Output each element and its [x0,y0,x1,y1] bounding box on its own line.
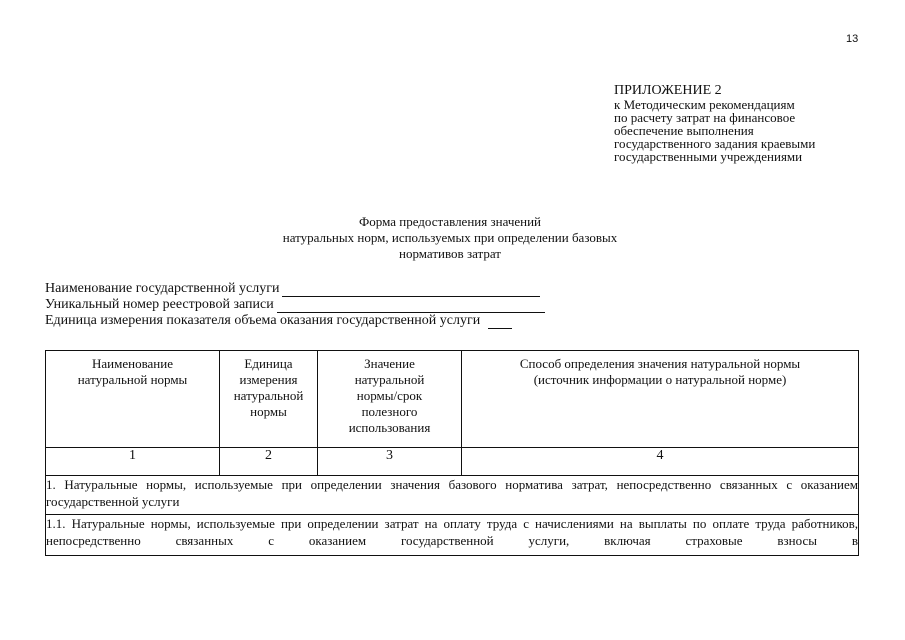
appendix-block [614,83,815,163]
field-unit-of-measure [45,313,545,329]
header-cell [462,351,859,448]
column-number: 1 [46,448,220,476]
header-line: Единица [244,356,293,371]
appendix-line: государственного задания краевыми [614,136,816,151]
field-service-name [45,281,545,297]
header-line: полезного [361,404,418,419]
blank-line [488,315,512,329]
section-row [46,476,859,515]
header-line: (источник информации о натуральной норме) [533,372,787,387]
form-title-line: Форма предоставления значений [359,214,541,229]
header-line: натуральной [233,388,304,403]
header-line: нормы [250,404,287,419]
field-registry-number [45,297,545,313]
header-line: натуральной [354,372,425,387]
section-row [46,515,859,556]
header-line: натуральной нормы [77,372,188,387]
column-number: 4 [462,448,859,476]
appendix-line: по расчету затрат на финансовое [614,110,796,125]
header-line: измерения [239,372,298,387]
blank-line [282,283,540,297]
column-number: 2 [220,448,318,476]
header-cell [318,351,462,448]
section-1-text: 1. Натуральные нормы, используемые при определении значения базового норматива затрат, непосредственно связанных с оказанием государственной услуги [46,476,859,515]
column-numbers-row [46,448,859,476]
appendix-line: обеспечение выполнения [614,123,754,138]
blank-line [277,299,545,313]
appendix-line: к Методическим рекомендациям [614,97,795,112]
form-title-line: натуральных норм, используемых при определении базовых [282,230,618,245]
field-label: Единица измерения показателя объема оказания государственной услуги [45,313,481,328]
appendix-line: государственными учреждениями [614,149,803,164]
header-cell [46,351,220,448]
norms-table [45,350,859,556]
appendix-title: ПРИЛОЖЕНИЕ 2 [614,83,722,98]
header-line: нормы/срок [356,388,423,403]
header-line: Наименование [92,356,173,371]
section-1-1-text: 1.1. Натуральные нормы, используемые при определении затрат на оплату труда с начислениями на выплаты по оплате труда работников, непосредственно связанных с оказанием государственной услуги, включая страховые взносы в [46,515,859,556]
header-line: Значение [364,356,415,371]
header-line: Способ определения значения натуральной нормы [519,356,801,371]
table-header-row [46,351,859,448]
header-cell [220,351,318,448]
column-number: 3 [318,448,462,476]
field-label: Наименование государственной услуги [45,281,280,296]
page-number: 13 [846,33,859,45]
form-fields [45,281,545,329]
form-title [150,214,750,262]
field-label: Уникальный номер реестровой записи [45,297,274,312]
form-title-line: нормативов затрат [399,246,501,261]
header-line: использования [348,420,431,435]
